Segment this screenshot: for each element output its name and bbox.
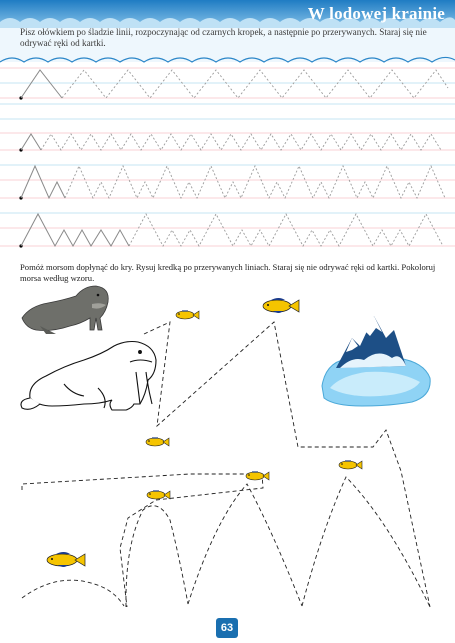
exercise1-instruction: Pisz ołówkiem po śladzie linii, rozpoczynając od czarnych kropek, a następnie po przerywanych. Staraj się nie odrywać ręki od kartki. <box>20 27 427 48</box>
fish-icon <box>47 552 85 567</box>
walrus-outline-icon <box>21 342 156 411</box>
iceberg-icon <box>322 316 430 406</box>
fish-icon <box>176 311 199 319</box>
fish-icon <box>263 298 299 313</box>
walrus-icon <box>22 286 108 334</box>
page-title: W lodowej krainie <box>307 4 445 23</box>
fish-icon <box>146 438 169 446</box>
fish-icon <box>246 472 269 480</box>
exercise2-instruction: Pomóż morsom dopłynąć do kry. Rysuj kredką po przerywanych liniach. Staraj się nie odrywać ręki od kartki. Pokoloruj morsa według wzoru. <box>20 262 436 283</box>
fish-icon <box>339 461 362 469</box>
fish-icon <box>147 491 170 499</box>
page-number: 63 <box>216 618 238 638</box>
